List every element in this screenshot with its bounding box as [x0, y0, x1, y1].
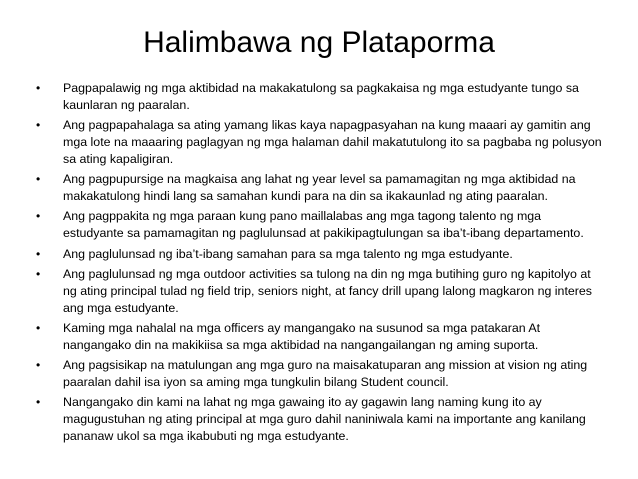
list-item [36, 208, 602, 242]
bullet-text: Nangangako din kami na lahat ng mga gawaing ito ay gagawin lang naming kung ito ay magugustuhan ng ating principal at mga guro dahil naniniwala kami na importante ang kanilang pananaw ukol sa mga ikabubuti ng mga estudyante. [63, 395, 586, 443]
slide-title: Halimbawa ng Plataporma [143, 26, 495, 59]
list-item [36, 117, 602, 167]
bullet-text: Ang pagpupursige na magkaisa ang lahat ng year level sa pamamagitan ng mga aktibidad na makakatulong hindi lang sa samahan kundi para na din sa ikakaunlad ng ating paaralan. [63, 172, 576, 203]
bullet-icon: • [36, 266, 41, 281]
list-item [36, 80, 602, 114]
bullet-text: Ang paglulunsad ng iba’t-ibang samahan para sa mga talento ng mga estudyante. [63, 246, 513, 261]
bullet-text: Ang pagppakita ng mga paraan kung pano maillalabas ang mga tagong talento ng mga estudyante sa pamamagitan ng paglulunsad at pakikipagtulungan sa iba’t-ibang departamento. [63, 209, 584, 241]
list-item [36, 357, 602, 391]
list-item [36, 320, 602, 354]
list-item [36, 394, 602, 444]
bullet-text: Ang pagpapahalaga sa ating yamang likas kaya napagpasyahan na kung maaari ay gamitin ang mga lote na maaaring paglagyan ng mga halaman dahil makatutulong ito sa pagbaba ng polusyon sa ating kapaligiran. [63, 118, 602, 166]
bullet-icon: • [36, 358, 41, 373]
bullet-text: Kaming mga nahalal na mga officers ay mangangako na susunod sa mga patakaran At nangangako din na makikiisa sa mga aktibidad na nangangailangan ng aming suporta. [63, 320, 541, 352]
list-item [36, 171, 602, 205]
list-item [36, 266, 602, 316]
bullet-icon: • [36, 81, 41, 95]
bullet-icon: • [36, 172, 41, 187]
bullet-icon: • [36, 118, 41, 133]
bullet-icon: • [36, 246, 41, 261]
bullet-text: Ang pagsisikap na matulungan ang mga guro na maisakatuparan ang mission at vision ng ating paaralan dahil isa iyon sa aming mga tungkulin bilang Student council. [63, 358, 588, 389]
bullet-icon: • [36, 320, 41, 335]
bullet-text: Pagpapalawig ng mga aktibidad na makakatulong sa pagkakaisa ng mga estudyante tungo sa kaunlaran ng paaralan. [63, 81, 579, 112]
list-item [36, 246, 602, 263]
bullet-icon: • [36, 209, 41, 224]
bullet-text: Ang paglulunsad ng mga outdoor activities sa tulong na din ng mga butihing guro ng kapitolyo at ng ating principal tulad ng field trip, seniors night, at fancy drill upang lalong magkaron ng interes ang mga estudyante. [63, 266, 592, 315]
bullet-list [36, 80, 602, 448]
bullet-icon: • [36, 395, 41, 410]
